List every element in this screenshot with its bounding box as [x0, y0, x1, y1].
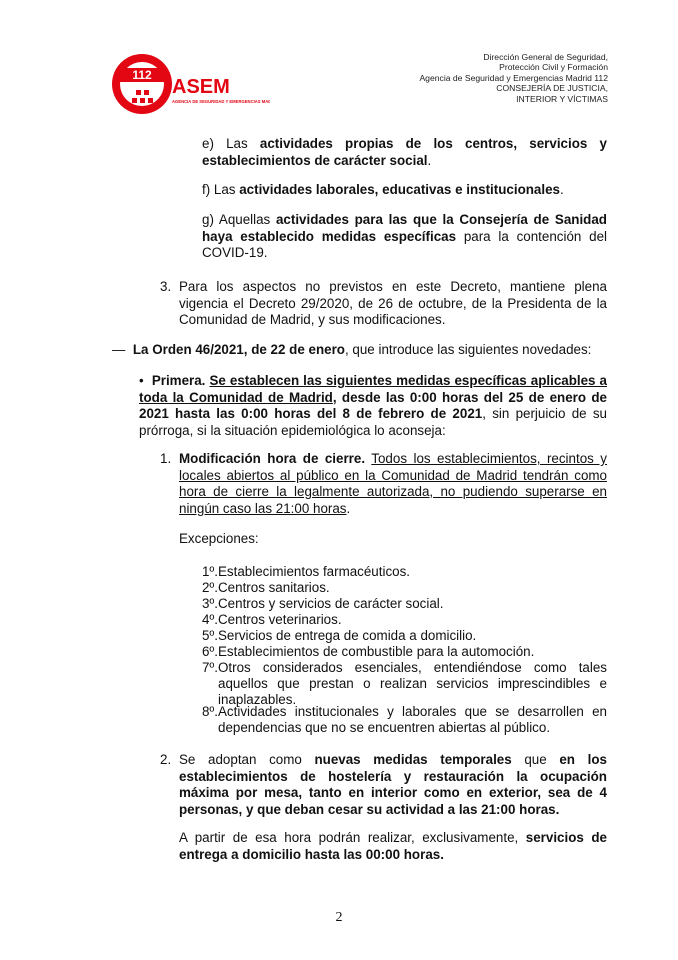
- exception-text: Actividades institucionales y laborales que se desarrollen en dependencias que no se encuentren abiertas al público.: [218, 704, 607, 735]
- org-line: Agencia de Seguridad y Emergencias Madrid 112: [419, 72, 608, 83]
- org-line: Dirección General de Seguridad,: [483, 52, 608, 62]
- orden-line: — La Orden 46/2021, de 22 de enero, que introduce las siguientes novedades:: [112, 342, 592, 357]
- asem-logo-icon: [110, 52, 270, 122]
- org-line: CONSEJERÍA DE JUSTICIA,: [496, 83, 608, 94]
- point-3-text: Para los aspectos no previstos en este Decreto, mantiene plena vigencia el Decreto 29/2020, de 26 de octubre, de la Presidenta de la Comunidad de Madrid, y sus modificaciones.: [179, 279, 607, 327]
- exceptions-title: Excepciones:: [179, 531, 259, 546]
- exception-text: Servicios de entrega de comida a domicilio.: [218, 628, 477, 643]
- page-number: 2: [335, 910, 343, 925]
- item-e: e) Las actividades propias de los centros, servicios y establecimientos de carácter social.: [202, 136, 607, 168]
- asem-112-logo: [110, 52, 270, 122]
- exception-number: 1º.: [201, 564, 218, 579]
- exception-number: 4º.: [201, 612, 218, 627]
- measure-1-text: Modificación hora de cierre. Todos los establecimientos, recintos y locales abiertos al público en la Comunidad de Madrid tendrán como hora de cierre la legalmente autorizada, no pudiendo superarse en ningún caso las 21:00 horas.: [179, 451, 607, 516]
- measure-2-number: 2.: [160, 752, 172, 767]
- exception-text: Centros y servicios de carácter social.: [218, 596, 444, 611]
- exception-text: Establecimientos de combustible para la automoción.: [218, 644, 535, 659]
- exception-text: Centros veterinarios.: [218, 612, 342, 627]
- exception-number: 6º.: [201, 644, 218, 659]
- exception-text: Establecimientos farmacéuticos.: [218, 564, 411, 579]
- item-f: f) Las actividades laborales, educativas e institucionales.: [202, 182, 564, 197]
- logo-name-text: ASEM: [172, 76, 230, 98]
- logo-badge-text: 112: [132, 68, 152, 82]
- delivery-paragraph: A partir de esa hora podrán realizar, exclusivamente, servicios de entrega a domicilio hasta las 00:00 horas.: [179, 830, 607, 862]
- exception-number: 8º.: [201, 704, 218, 719]
- point-3-number: 3.: [160, 279, 172, 294]
- item-g: g) Aquellas actividades para las que la Consejería de Sanidad haya establecido medidas específicas para la contención del COVID-19.: [202, 212, 607, 260]
- org-line: Protección Civil y Formación: [499, 62, 608, 73]
- org-line: INTERIOR Y VÍCTIMAS: [516, 93, 608, 104]
- measure-1-number: 1.: [160, 451, 172, 466]
- organization-header: [419, 52, 608, 104]
- exception-number: 2º.: [201, 580, 218, 595]
- exception-number: 7º.: [201, 660, 218, 675]
- primera-paragraph: • Primera. Se establecen las siguientes medidas específicas aplicables a toda la Comunidad de Madrid, desde las 0:00 horas del 25 de enero de 2021 hasta las 0:00 horas del 8 de febrero de 2021, sin perjuicio de su prórroga, si la situación epidemiológica lo aconseja:: [139, 373, 607, 438]
- logo-subtitle-text: AGENCIA DE SEGURIDAD Y EMERGENCIAS MADRID: [172, 99, 270, 104]
- exception-number: 3º.: [201, 596, 218, 611]
- exception-number: 5º.: [201, 628, 218, 643]
- exception-text: Centros sanitarios.: [218, 580, 330, 595]
- measure-2-text: Se adoptan como nuevas medidas temporales que en los establecimientos de hostelería y restauración la ocupación máxima por mesa, tanto en interior como en exterior, sea de 4 personas, y que deban cesar su actividad a las 21:00 horas.: [179, 752, 607, 817]
- exception-text: Otros considerados esenciales, entendiéndose como tales aquellos que prestan o realizan servicios imprescindibles e inaplazables.: [218, 660, 607, 707]
